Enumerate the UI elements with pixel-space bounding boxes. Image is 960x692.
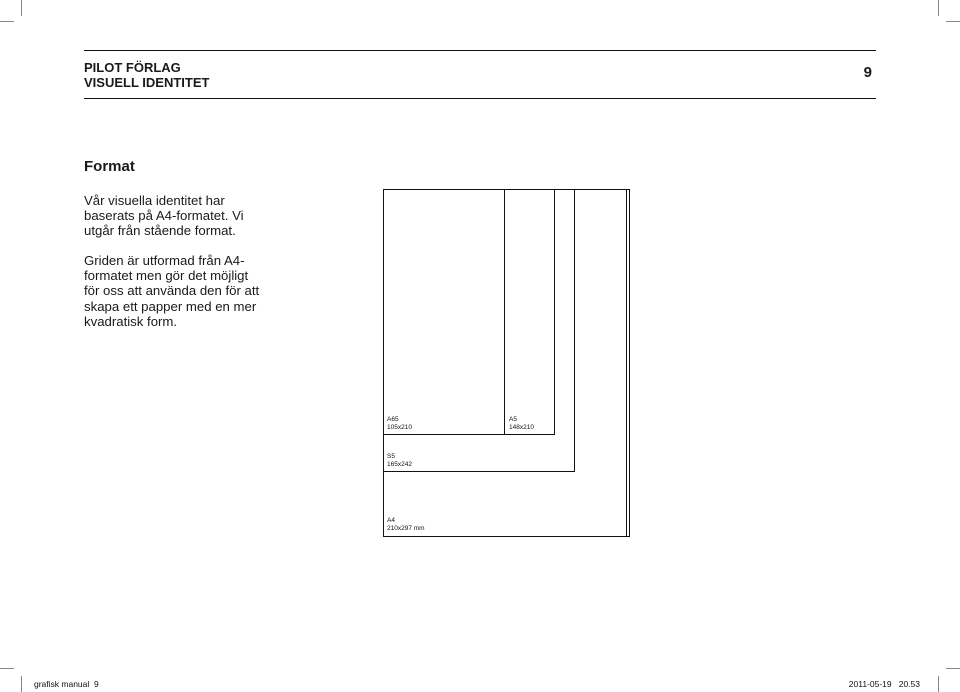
crop-mark [938, 0, 939, 16]
section-title: Format [84, 158, 135, 175]
crop-mark [21, 0, 22, 16]
header-top-rule [84, 50, 876, 51]
page-number: 9 [863, 64, 872, 81]
header-bottom-rule [84, 98, 876, 99]
format-label-a65: A65 105x210 [387, 416, 412, 431]
company-name: PILOT FÖRLAG [84, 60, 181, 75]
crop-mark [21, 676, 22, 692]
footer-file-info: grafisk manual 9 [34, 679, 99, 689]
crop-mark [946, 668, 960, 669]
format-frame-a65 [383, 189, 505, 435]
page-header [84, 60, 209, 90]
format-label-a4: A4 210x297 mm [387, 517, 425, 532]
crop-mark [0, 668, 14, 669]
crop-mark [946, 21, 960, 22]
document-subtitle: VISUELL IDENTITET [84, 75, 210, 90]
body-paragraph: Vår visuella identitet har baserats på A4-formatet. Vi utgår från stående format. [84, 193, 244, 239]
format-label-a5: A5 148x210 [509, 416, 534, 431]
crop-mark [938, 676, 939, 692]
body-paragraph: Griden är utformad från A4- formatet men gör det möjligt för oss att använda den för att skapa ett papper med en mer kvadratisk form. [84, 253, 260, 329]
crop-mark [0, 21, 14, 22]
format-label-s5: S5 165x242 [387, 453, 412, 468]
footer-timestamp: 2011-05-19 20.53 [848, 679, 920, 689]
